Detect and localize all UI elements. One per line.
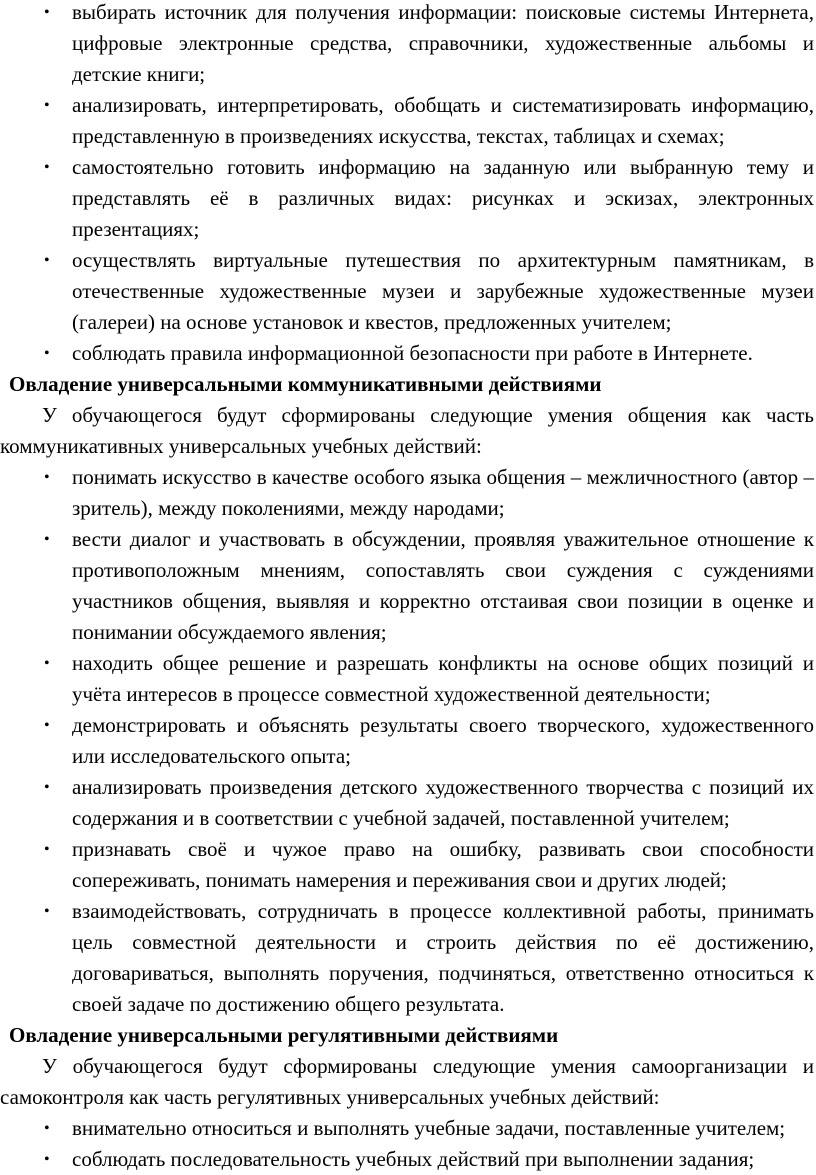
- list-item: [0, 524, 816, 648]
- section-heading: Овладение универсальными коммуникативными действиями: [9, 372, 602, 396]
- section-intro: У обучающегося будут сформированы следующие умения самоорганизации и самоконтроля как часть регулятивных универсальных учебных действий:: [0, 1054, 814, 1109]
- bullet-icon: •: [44, 903, 50, 920]
- bullet-icon: •: [44, 252, 50, 269]
- bullet-icon: •: [44, 4, 50, 21]
- list-item-text: демонстрировать и объяснять результаты своего творческого, художественного или исследовательского опыта;: [72, 713, 814, 768]
- section-heading: Овладение универсальными регулятивными действиями: [9, 1023, 559, 1047]
- section-intro: У обучающегося будут сформированы следующие умения общения как часть коммуникативных универсальных учебных действий:: [0, 403, 814, 458]
- list-item-text: находить общее решение и разрешать конфликты на основе общих позиций и учёта интересов в процессе совместной художественной деятельности;: [72, 651, 814, 706]
- communication-skills-list: [0, 462, 816, 1020]
- regulatory-skills-list: [0, 1113, 816, 1175]
- bullet-icon: •: [44, 717, 50, 734]
- list-item-text: внимательно относиться и выполнять учебные задачи, поставленные учителем;: [72, 1116, 786, 1140]
- bullet-icon: •: [44, 97, 50, 114]
- list-item-text: анализировать произведения детского художественного творчества с позиций их содержания и в соответствии с учебной задачей, поставленной учителем;: [72, 775, 814, 830]
- bullet-icon: •: [44, 531, 50, 548]
- list-item: [0, 245, 816, 338]
- bullet-icon: •: [44, 159, 50, 176]
- bullet-icon: •: [44, 655, 50, 672]
- list-item-text: анализировать, интерпретировать, обобщать и систематизировать информацию, представленную в произведениях искусства, текстах, таблицах и схемах;: [72, 93, 814, 148]
- list-item: [0, 772, 816, 834]
- list-item-text: вести диалог и участвовать в обсуждении, проявляя уважительное отношение к противоположным мнениям, сопоставлять свои суждения с суждениями участников общения, выявляя и корректно отстаивая свои позиции в оценке и понимании обсуждаемого явления;: [72, 527, 814, 644]
- list-item: [0, 90, 816, 152]
- bullet-icon: •: [44, 841, 50, 858]
- list-item-text: признавать своё и чужое право на ошибку, развивать свои способности сопереживать, понимать намерения и переживания свои и других людей;: [72, 837, 814, 892]
- list-item: [0, 1144, 816, 1175]
- bullet-icon: •: [44, 1120, 50, 1137]
- bullet-icon: •: [44, 345, 50, 362]
- info-skills-list: [0, 0, 816, 369]
- list-item: [0, 152, 816, 245]
- list-item: [0, 462, 816, 524]
- list-item: [0, 0, 816, 90]
- list-item-text: понимать искусство в качестве особого языка общения – межличностного (автор – зритель), между поколениями, между народами;: [72, 465, 814, 520]
- list-item: [0, 834, 816, 896]
- list-item-text: соблюдать последовательность учебных действий при выполнении задания;: [72, 1147, 755, 1171]
- bullet-icon: •: [44, 469, 50, 486]
- bullet-icon: •: [44, 779, 50, 796]
- list-item-text: взаимодействовать, сотрудничать в процессе коллективной работы, принимать цель совместной деятельности и строить действия по её достижению, договариваться, выполнять поручения, подчиняться, ответственно относиться к своей задаче по достижению общего результата.: [72, 899, 814, 1016]
- list-item-text: осуществлять виртуальные путешествия по архитектурным памятникам, в отечественные художественные музеи и зарубежные художественные музеи (галереи) на основе установок и квестов, предложенных учителем;: [72, 248, 814, 334]
- list-item: [0, 1113, 816, 1144]
- list-item: [0, 896, 816, 1020]
- list-item-text: выбирать источник для получения информации: поисковые системы Интернета, цифровые электронные средства, справочники, художественные альбомы и детские книги;: [72, 0, 814, 86]
- bullet-icon: •: [44, 1151, 50, 1168]
- list-item: [0, 710, 816, 772]
- list-item: [0, 648, 816, 710]
- list-item-text: самостоятельно готовить информацию на заданную или выбранную тему и представлять её в различных видах: рисунках и эскизах, электронных презентациях;: [72, 155, 814, 241]
- list-item: [0, 338, 816, 369]
- list-item-text: соблюдать правила информационной безопасности при работе в Интернете.: [72, 341, 753, 365]
